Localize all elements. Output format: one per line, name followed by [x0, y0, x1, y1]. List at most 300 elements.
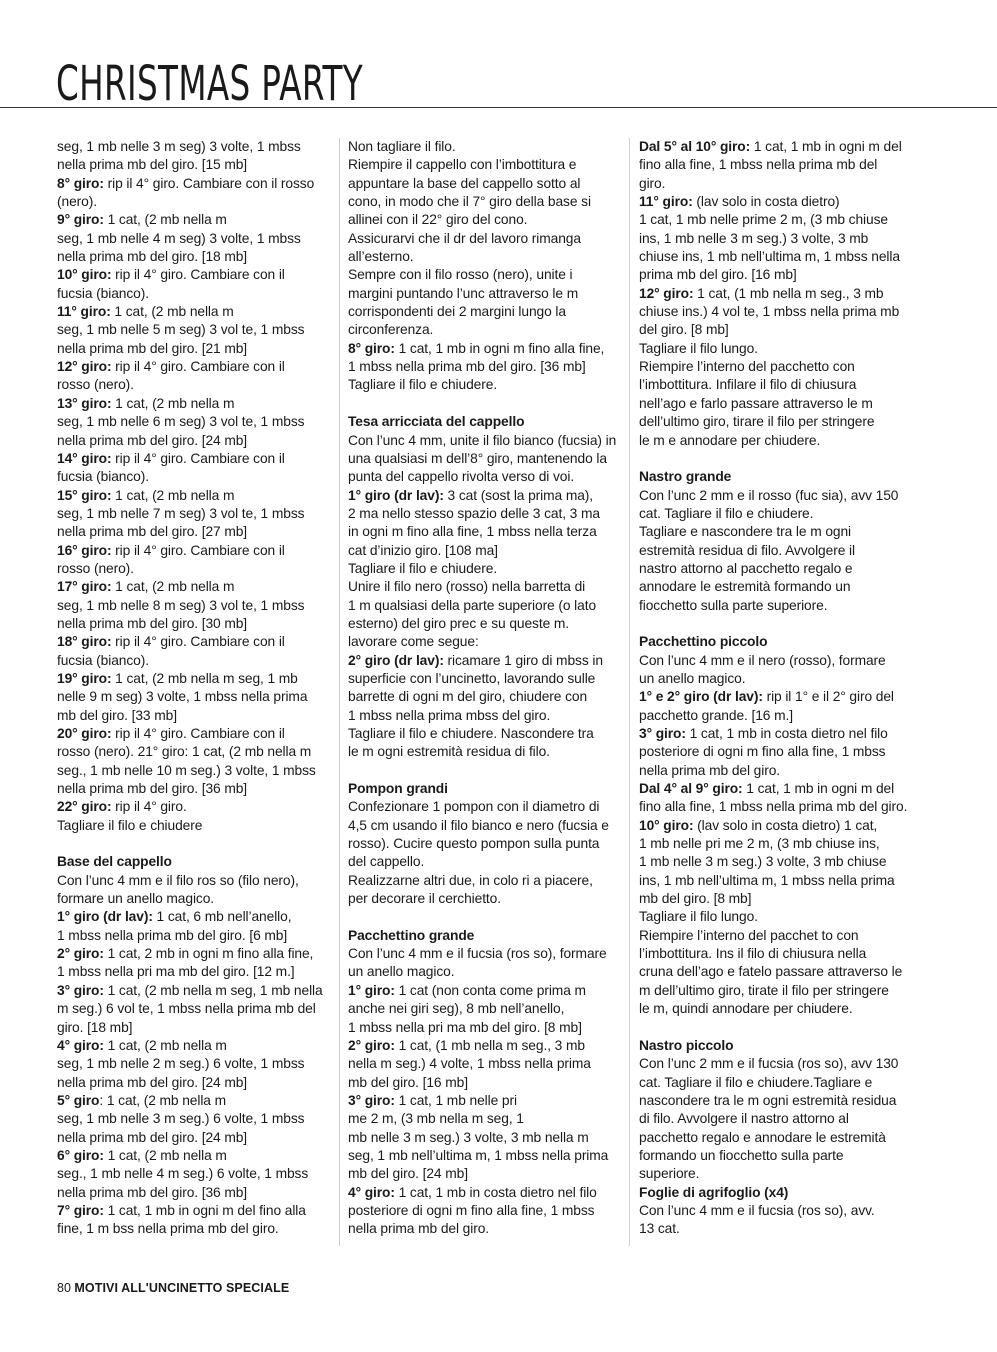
text-line — [57, 560, 333, 578]
blank-line — [639, 450, 915, 468]
text-line — [348, 1000, 624, 1018]
round-label: 10° giro: — [639, 817, 694, 833]
text-line — [57, 707, 333, 725]
line-text: rip il 4° giro. — [111, 799, 187, 815]
line-text: m dell’ultimo giro, tirate il filo per stringere — [639, 982, 889, 998]
text-line — [639, 927, 915, 945]
text-line — [57, 1220, 333, 1238]
line-text: Con l’unc 4 mm e il fucsia (ros so), formare — [348, 946, 607, 962]
line-text: le m e annodare per chiudere. — [639, 432, 821, 448]
line-text: 1 cat, (1 mb nella m seg., 3 mb — [394, 1037, 585, 1053]
text-line — [348, 1019, 624, 1037]
text-line — [639, 560, 915, 578]
line-text: 1 cat, 1 mb in ogni m fino alla fine, — [394, 340, 605, 356]
text-line — [57, 156, 333, 174]
column-divider — [629, 138, 630, 1246]
text-line — [348, 1055, 624, 1073]
text-line — [639, 982, 915, 1000]
text-line — [57, 358, 333, 376]
text-line — [639, 523, 915, 541]
round-label: 16° giro: — [57, 542, 112, 558]
text-line — [57, 670, 333, 688]
text-line — [57, 175, 333, 193]
text-line — [348, 303, 624, 321]
line-text: seg., 1 mb nelle 4 m seg.) 6 volte, 1 mbss — [57, 1166, 309, 1182]
line-text: all’esterno. — [348, 249, 414, 265]
line-text: nella prima mb del giro. — [348, 1221, 489, 1237]
line-text: estremità residua di filo. Avvolgere il — [639, 542, 855, 558]
line-text: 1 cat, (2 mb nella m — [110, 304, 234, 320]
blank-line — [348, 762, 624, 780]
line-text: 1 cat, (1 mb nella m seg., 3 mb — [693, 285, 884, 301]
line-text: 4,5 cm usando il filo bianco e nero (fucsia e — [348, 817, 609, 833]
line-text: seg., 1 mb nelle 10 m seg.) 3 volte, 1 mbss — [57, 762, 316, 778]
text-line — [348, 321, 624, 339]
line-text: Con l’unc 4 mm, unite il filo bianco (fucsia) in — [348, 432, 617, 448]
text-line — [639, 1074, 915, 1092]
text-line — [57, 1202, 333, 1220]
text-line — [639, 1165, 915, 1183]
text-line — [57, 1055, 333, 1073]
line-text: allinei con il 22° giro del cono. — [348, 212, 528, 228]
line-text: nascondere tra le m ogni estremità residua — [639, 1092, 897, 1108]
line-text: nella prima mb del giro. [30 mb] — [57, 615, 248, 631]
text-line — [348, 1165, 624, 1183]
text-line — [639, 542, 915, 560]
line-text: 1 cat, 1 mb in costa dietro nel filo — [394, 1184, 597, 1200]
text-line — [639, 487, 915, 505]
line-text: posteriore di ogni m fino alla fine, 1 mbss — [348, 1202, 595, 1218]
line-text: 1 cat (non conta come prima m — [394, 982, 586, 998]
line-text: Sempre con il filo rosso (nero), unite i — [348, 267, 573, 283]
text-line — [57, 266, 333, 284]
line-text: Riempire l’interno del pacchet to con — [639, 927, 859, 943]
line-text: chiuse ins.) 4 vol te, 1 mbss nella prima mb — [639, 304, 900, 320]
text-line — [639, 1202, 915, 1220]
text-line — [57, 432, 333, 450]
line-text: circonferenza. — [348, 322, 434, 338]
line-text: Tagliare il filo e chiudere — [57, 817, 203, 833]
line-text: margini puntando l’unc attraverso le m — [348, 285, 579, 301]
line-text: le m ogni estremità residua di filo. — [348, 744, 550, 760]
line-text: rip il 4° giro. Cambiare con il rosso — [103, 175, 315, 191]
column-divider — [339, 138, 340, 1246]
line-text: rip il 4° giro. Cambiare con il — [111, 267, 285, 283]
text-line — [639, 340, 915, 358]
page-number: 80 — [57, 1281, 71, 1295]
line-text: Tagliare il filo e chiudere. — [348, 560, 498, 576]
text-line — [639, 1129, 915, 1147]
line-text: giro. — [639, 175, 666, 191]
line-text: 1 cat, 2 mb in ogni m fino alla fine, — [103, 946, 314, 962]
line-text: le m, quindi annodare per chiudere. — [639, 1001, 853, 1017]
text-line — [348, 175, 624, 193]
line-text: fucsia (bianco). — [57, 285, 149, 301]
round-label: Dal 4° al 9° giro: — [639, 781, 743, 797]
line-text: cat d’inizio giro. [108 ma] — [348, 542, 498, 558]
text-line — [639, 248, 915, 266]
line-text: fucsia (bianco). — [57, 469, 149, 485]
text-line — [57, 248, 333, 266]
text-line — [639, 853, 915, 871]
text-line — [348, 376, 624, 394]
text-line — [348, 1129, 624, 1147]
text-line — [57, 743, 333, 761]
text-line — [57, 1019, 333, 1037]
line-text: l’imbottitura. Infilare il filo di chiusura — [639, 377, 857, 393]
text-line — [348, 230, 624, 248]
text-line — [57, 1147, 333, 1165]
line-text: rosso (nero). 21° giro: 1 cat, (2 mb nella m — [57, 744, 312, 760]
text-line — [348, 542, 624, 560]
text-line — [348, 487, 624, 505]
text-line — [639, 908, 915, 926]
line-text: mb nelle 3 m seg.) 3 volte, 3 mb nella m — [348, 1129, 589, 1145]
round-label: 8° giro: — [57, 175, 104, 191]
line-text: pacchetto grande. [16 m.] — [639, 707, 793, 723]
text-line — [639, 376, 915, 394]
page-title: CHRISTMAS PARTY — [56, 56, 364, 112]
line-text: cono, in modo che il 7° giro della base si — [348, 194, 591, 210]
line-text: 1 cat, 1 mb nelle pri — [394, 1092, 517, 1108]
line-text: mb del giro. [16 mb] — [348, 1074, 468, 1090]
text-line — [57, 908, 333, 926]
line-text: (nero). — [57, 194, 97, 210]
line-text: 1 cat, (2 mb nella m — [111, 579, 235, 595]
line-text: 1 mbss nella prima mb del giro. [36 mb] — [348, 359, 586, 375]
text-line — [348, 358, 624, 376]
text-line — [639, 358, 915, 376]
line-text: cat. Tagliare il filo e chiudere. — [639, 505, 814, 521]
text-line — [639, 945, 915, 963]
text-line — [639, 798, 915, 816]
section-heading — [348, 780, 624, 798]
line-text: rip il 4° giro. Cambiare con il — [111, 726, 285, 741]
line-text: Tagliare e nascondere tra le m ogni — [639, 524, 852, 540]
text-line — [57, 872, 333, 890]
round-label: 20° giro: — [57, 726, 112, 741]
text-line — [348, 835, 624, 853]
text-line — [348, 688, 624, 706]
round-label: 14° giro: — [57, 450, 112, 466]
text-line — [348, 248, 624, 266]
text-line — [639, 688, 915, 706]
text-line — [639, 266, 915, 284]
line-text: 13 cat. — [639, 1221, 680, 1237]
line-text: mb del giro. [24 mb] — [348, 1166, 468, 1182]
round-label: 2° giro: — [57, 946, 104, 962]
line-text: 1 mbss nella pri ma mb del giro. [8 mb] — [348, 1019, 582, 1035]
blank-line — [348, 395, 624, 413]
line-text: 1 cat, (2 mb nella m seg, 1 mb nella — [103, 982, 323, 998]
round-label: Base del cappello — [57, 854, 172, 870]
text-line — [348, 578, 624, 596]
round-label: Nastro grande — [639, 469, 732, 485]
line-text: m seg.) 6 vol te, 1 mbss nella prima mb del — [57, 1001, 316, 1017]
line-text: 3 cat (sost la prima ma), — [443, 487, 594, 503]
line-text: rip il 4° giro. Cambiare con il — [111, 450, 285, 466]
line-text: seg, 1 mb nelle 3 m seg.) 6 volte, 1 mbss — [57, 1111, 305, 1127]
line-text: rip il 4° giro. Cambiare con il — [111, 542, 285, 558]
round-label: 1° giro: — [348, 982, 395, 998]
line-text: Riempire il cappello con l’imbottitura e — [348, 157, 577, 173]
text-line — [57, 1000, 333, 1018]
blank-line — [348, 908, 624, 926]
round-label: 18° giro: — [57, 634, 112, 650]
text-line — [639, 211, 915, 229]
line-text: Realizzarne altri due, in colo ri a piacere, — [348, 872, 593, 888]
line-text: Con l’unc 4 mm e il filo ros so (filo nero), — [57, 872, 299, 888]
text-line — [639, 743, 915, 761]
line-text: 1 cat, (2 mb nella m — [103, 1147, 227, 1163]
text-line — [57, 963, 333, 981]
text-line — [639, 1055, 915, 1073]
text-line — [57, 633, 333, 651]
text-line — [348, 1147, 624, 1165]
text-line — [57, 395, 333, 413]
text-line — [348, 468, 624, 486]
round-label: 22° giro: — [57, 799, 112, 815]
line-text: nella prima mb del giro. — [639, 762, 780, 778]
line-text: nella prima mb del giro. [21 mb] — [57, 340, 248, 356]
line-text: : 1 cat, (2 mb nella m — [99, 1092, 227, 1108]
text-line — [348, 1220, 624, 1238]
line-text: rosso (nero). — [57, 377, 134, 393]
line-text: nella prima mb del giro. [36 mb] — [57, 781, 248, 797]
text-line — [57, 1074, 333, 1092]
round-label: 5° giro — [57, 1092, 100, 1108]
text-line — [57, 211, 333, 229]
line-text: annodare le estremità formando un — [639, 579, 851, 595]
text-line — [57, 413, 333, 431]
round-label: Pompon grandi — [348, 781, 448, 797]
text-line — [639, 321, 915, 339]
line-text: barrette di ogni m del giro, chiudere con — [348, 689, 588, 705]
text-line — [57, 945, 333, 963]
line-text: formando un fiocchetto sulla parte — [639, 1147, 844, 1163]
text-line — [57, 542, 333, 560]
round-label: Dal 5° al 10° giro: — [639, 139, 751, 154]
line-text: superiore. — [639, 1166, 700, 1182]
text-column-2 — [348, 138, 624, 1239]
line-text: nella prima mb del giro. [27 mb] — [57, 524, 248, 540]
text-line — [348, 156, 624, 174]
text-line — [639, 395, 915, 413]
text-line — [348, 872, 624, 890]
line-text: 1 cat, 1 mb in ogni m del fino alla — [103, 1202, 306, 1218]
text-line — [57, 321, 333, 339]
text-line — [57, 725, 333, 743]
line-text: fino alla fine, 1 mbss nella prima mb del giro. — [639, 799, 908, 815]
line-text: per decorare il cerchietto. — [348, 891, 501, 907]
text-line — [639, 780, 915, 798]
text-line — [57, 523, 333, 541]
text-line — [348, 798, 624, 816]
text-line — [57, 982, 333, 1000]
line-text: del giro. [8 mb] — [639, 322, 729, 338]
line-text: 1 m qualsiasi della parte superiore (o lato — [348, 597, 597, 613]
round-label: 19° giro: — [57, 670, 112, 686]
round-label: Tesa arricciata del cappello — [348, 414, 525, 430]
text-line — [57, 780, 333, 798]
line-text: dell’ultimo giro, tirare il filo per stringere — [639, 414, 875, 430]
text-line — [639, 670, 915, 688]
line-text: Unire il filo nero (rosso) nella barretta di — [348, 579, 586, 595]
round-label: 8° giro: — [348, 340, 395, 356]
line-text: seg, 1 mb nelle 4 m seg) 3 volte, 1 mbss — [57, 230, 301, 246]
line-text: appuntare la base del cappello sotto al — [348, 175, 581, 191]
text-line — [348, 597, 624, 615]
line-text: l’imbottitura. Ins il filo di chiusura nella — [639, 946, 867, 962]
text-column-3 — [639, 138, 915, 1239]
text-line — [639, 707, 915, 725]
text-line — [348, 1037, 624, 1055]
line-text: ins, 1 mb nell’ultima m, 1 mbss nella prima — [639, 872, 895, 888]
text-line — [348, 817, 624, 835]
section-heading — [639, 1037, 915, 1055]
line-text: 1 cat, 1 mb in ogni m del — [742, 781, 895, 797]
line-text: in ogni m fino alla fine, 1 mbss nella terza — [348, 524, 597, 540]
line-text: seg, 1 mb nelle 5 m seg) 3 vol te, 1 mbss — [57, 322, 305, 338]
line-text: 1 cat, (2 mb nella m — [103, 212, 227, 228]
line-text: Tagliare il filo lungo. — [639, 909, 758, 925]
line-text: Tagliare il filo e chiudere. — [348, 377, 498, 393]
line-text: Con l’unc 4 mm e il nero (rosso), formare — [639, 652, 886, 668]
line-text: anche nei giri seg), 8 mb nell’anello, — [348, 1001, 565, 1017]
line-text: nella prima mb del giro. [24 mb] — [57, 432, 248, 448]
text-line — [57, 376, 333, 394]
text-line — [348, 211, 624, 229]
round-label: 12° giro: — [639, 285, 694, 301]
line-text: Assicurarvi che il dr del lavoro rimanga — [348, 230, 581, 246]
line-text: 1 cat, (2 mb nella m — [111, 487, 235, 503]
line-text: Con l’unc 2 mm e il fucsia (ros so), avv 130 — [639, 1056, 899, 1072]
line-text: 1 cat, 6 mb nell’anello, — [152, 909, 292, 925]
round-label: 2° giro (dr lav): — [348, 652, 444, 668]
text-line — [348, 982, 624, 1000]
line-text: un anello magico. — [639, 670, 746, 686]
round-label: 11° giro: — [57, 304, 111, 320]
text-line — [348, 615, 624, 633]
text-line — [57, 1037, 333, 1055]
line-text: rosso (nero). — [57, 560, 134, 576]
line-text: seg, 1 mb nelle 8 m seg) 3 vol te, 1 mbss — [57, 597, 305, 613]
round-label: 12° giro: — [57, 359, 112, 375]
text-line — [348, 652, 624, 670]
text-line — [639, 175, 915, 193]
text-line — [348, 560, 624, 578]
text-column-1 — [57, 138, 333, 1239]
text-line — [639, 432, 915, 450]
round-label: 3° giro: — [639, 726, 686, 741]
text-line — [639, 1220, 915, 1238]
line-text: nastro attorno al pacchetto regalo e — [639, 560, 853, 576]
line-text: prima mb del giro. [16 mb] — [639, 267, 797, 283]
text-line — [348, 505, 624, 523]
text-line — [348, 432, 624, 450]
line-text: rip il 4° giro. Cambiare con il — [111, 634, 285, 650]
line-text: 1 mbss nella pri ma mb del giro. [12 m.] — [57, 964, 295, 980]
text-line — [57, 285, 333, 303]
line-text: esterno) del giro prec e su queste m. — [348, 615, 569, 631]
line-text: 1 mbss nella prima mb del giro. [6 mb] — [57, 927, 288, 943]
round-label: 4° giro: — [57, 1037, 104, 1053]
text-line — [639, 872, 915, 890]
text-line — [639, 817, 915, 835]
text-line — [348, 945, 624, 963]
text-line — [57, 230, 333, 248]
text-line — [348, 450, 624, 468]
line-text: ins, 1 mb nelle 3 m seg.) 3 volte, 3 mb — [639, 230, 869, 246]
text-line — [348, 285, 624, 303]
text-line — [639, 762, 915, 780]
line-text: Tagliare il filo lungo. — [639, 340, 758, 356]
text-line — [348, 725, 624, 743]
text-line — [57, 597, 333, 615]
line-text: 1 mb nelle 3 m seg.) 3 volte, 3 mb chiuse — [639, 854, 887, 870]
blank-line — [639, 615, 915, 633]
round-label: 3° giro: — [57, 982, 104, 998]
section-heading — [639, 633, 915, 651]
blank-line — [639, 1019, 915, 1037]
line-text: 1 cat, 1 mb in costa dietro nel filo — [685, 726, 888, 741]
round-label: 10° giro: — [57, 267, 112, 283]
text-line — [639, 138, 915, 156]
section-heading — [639, 468, 915, 486]
round-label: 4° giro: — [348, 1184, 395, 1200]
text-line — [348, 138, 624, 156]
line-text: 1 cat, 1 mb nelle prime 2 m, (3 mb chiuse — [639, 212, 888, 228]
header-rule — [0, 107, 997, 108]
text-line — [639, 193, 915, 211]
text-line — [57, 1165, 333, 1183]
round-label: Nastro piccolo — [639, 1037, 734, 1053]
line-text: Tagliare il filo e chiudere. Nascondere tra — [348, 726, 594, 741]
round-label: 17° giro: — [57, 579, 112, 595]
section-heading — [57, 853, 333, 871]
line-text: nella m seg.) 4 volte, 1 mbss nella prima — [348, 1056, 591, 1072]
text-line — [639, 505, 915, 523]
round-label: 2° giro: — [348, 1037, 395, 1053]
text-line — [639, 578, 915, 596]
round-label: 1° giro (dr lav): — [348, 487, 444, 503]
text-line — [57, 450, 333, 468]
line-text: nella prima mb del giro. [15 mb] — [57, 157, 248, 173]
line-text: Con l’unc 2 mm e il rosso (fuc sia), avv 150 — [639, 487, 899, 503]
text-line — [639, 597, 915, 615]
round-label: 13° giro: — [57, 395, 112, 411]
line-text: Con l’unc 4 mm e il fucsia (ros so), avv. — [639, 1202, 875, 1218]
text-line — [639, 413, 915, 431]
line-text: seg, 1 mb nelle 2 m seg.) 6 volte, 1 mbss — [57, 1056, 305, 1072]
text-line — [639, 725, 915, 743]
text-line — [348, 1074, 624, 1092]
round-label: Foglie di agrifoglio (x4) — [639, 1184, 789, 1200]
line-text: (lav solo in costa dietro) — [692, 194, 840, 210]
line-text: nelle 9 m seg) 3 volte, 1 mbss nella prima — [57, 689, 308, 705]
section-heading — [348, 927, 624, 945]
line-text: una qualsiasi m dell’8° giro, mantenendo la — [348, 450, 607, 466]
section-heading — [639, 1184, 915, 1202]
text-line — [57, 193, 333, 211]
line-text: rosso). Cucire questo pompon sulla punta — [348, 836, 600, 852]
line-text: rip il 1° e il 2° giro del — [762, 689, 894, 705]
text-line — [57, 468, 333, 486]
round-label: 7° giro: — [57, 1202, 104, 1218]
text-line — [57, 817, 333, 835]
text-line — [639, 835, 915, 853]
text-line — [348, 266, 624, 284]
